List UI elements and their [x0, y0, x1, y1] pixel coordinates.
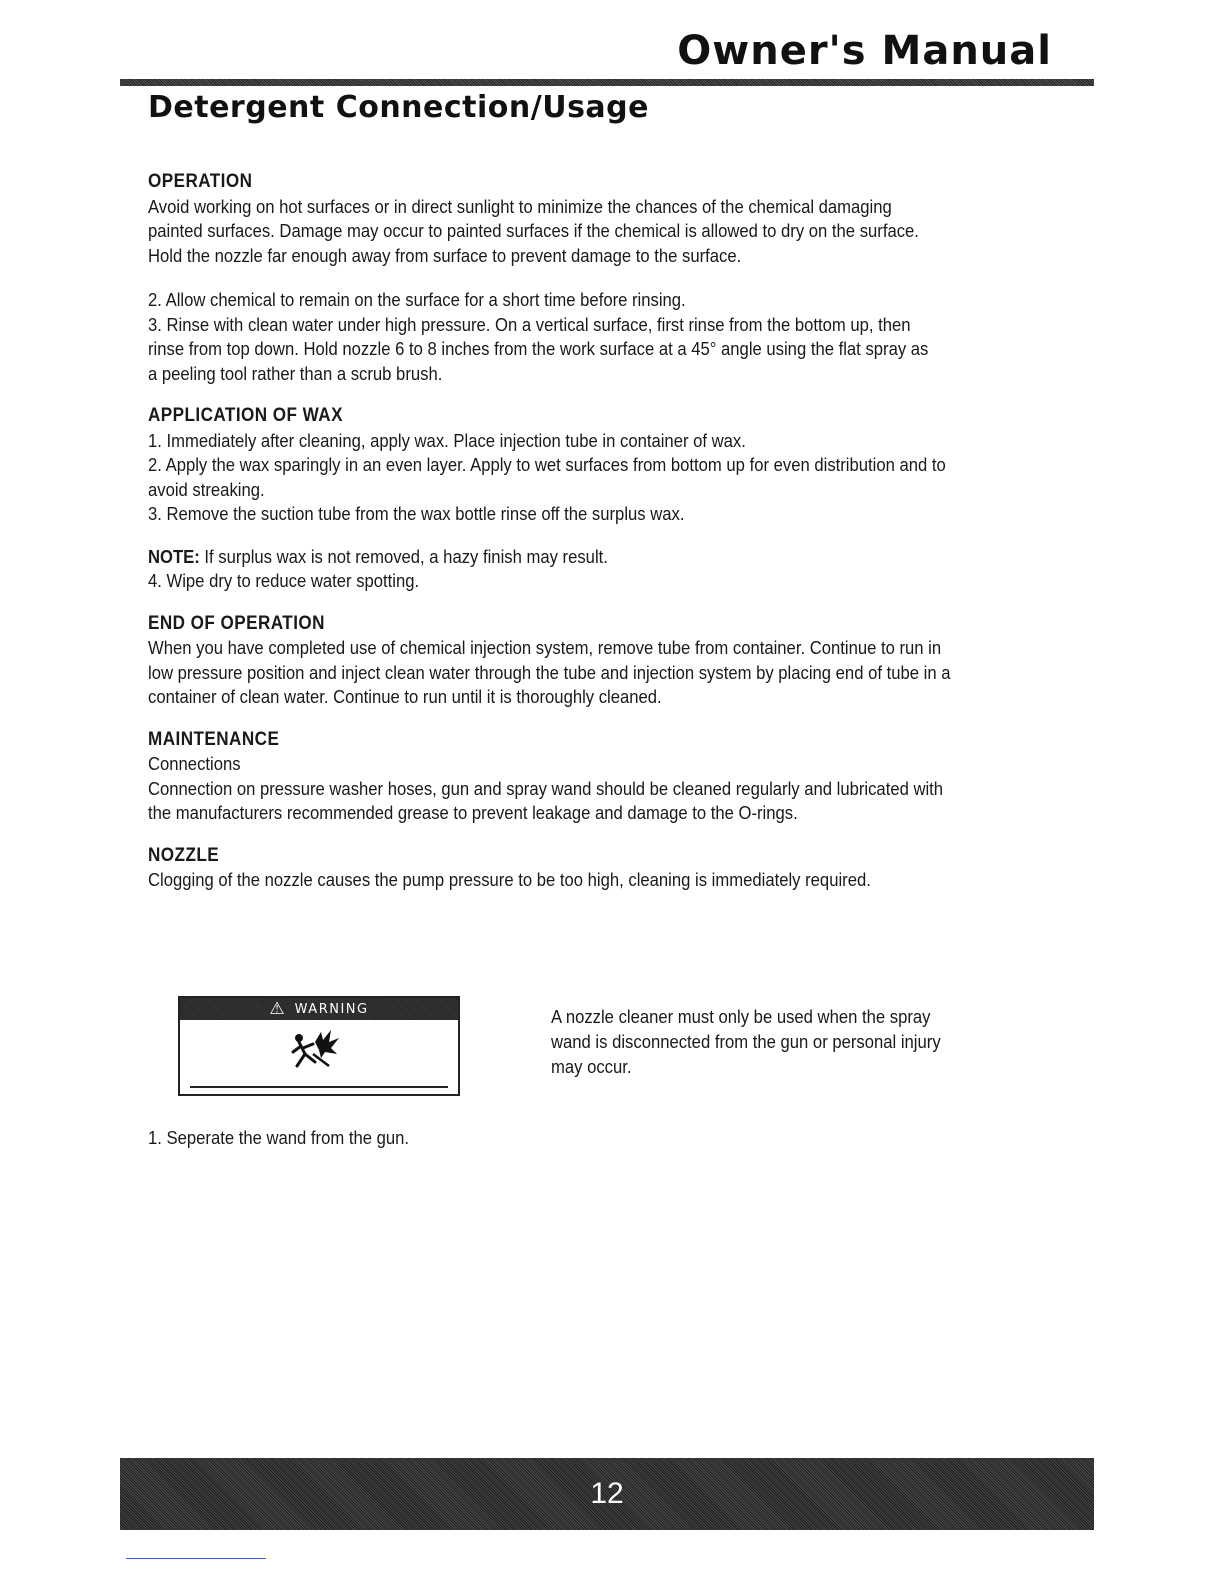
warning-triangle-icon: ⚠	[269, 999, 285, 1018]
operation-step-line: a peeling tool rather than a scrub brush.	[148, 362, 443, 384]
warning-underline	[190, 1086, 448, 1088]
operation-step-line: 2. Allow chemical to remain on the surface for a short time before rinsing.	[148, 289, 686, 310]
note-text: If surplus wax is not removed, a hazy finish may result.	[199, 545, 608, 567]
nozzle-heading: NOZZLE	[148, 844, 220, 866]
warning-text-line: may occur.	[551, 1056, 632, 1077]
separate-wand-step: 1. Seperate the wand from the gun.	[148, 1127, 410, 1148]
operation-intro-line: painted surfaces. Damage may occur to painted surfaces if the chemical is allowed to dry on the surface.	[148, 220, 919, 241]
header-rule	[120, 79, 1094, 86]
maintenance-line: the manufacturers recommended grease to prevent leakage and damage to the O-rings.	[148, 802, 798, 823]
wax-line: 3. Remove the suction tube from the wax bottle rinse off the surplus wax.	[148, 503, 685, 524]
wax-line: 1. Immediately after cleaning, apply wax. Place injection tube in container of wax.	[148, 429, 746, 451]
injection-injury-icon	[285, 1028, 345, 1073]
maintenance-line: Connection on pressure washer hoses, gun and spray wand should be cleaned regularly and lubricated with	[148, 777, 944, 799]
page-number: 12	[590, 1477, 624, 1510]
warning-banner	[180, 998, 458, 1020]
operation-intro-line: Hold the nozzle far enough away from surface to prevent damage to the surface.	[148, 244, 742, 266]
section-title: Detergent Connection/Usage	[148, 90, 649, 125]
warning-text-line: wand is disconnected from the gun or personal injury	[551, 1031, 941, 1052]
operation-heading: OPERATION	[148, 171, 253, 192]
footer-link-line	[126, 1558, 266, 1559]
operation-step-line: 3. Rinse with clean water under high pressure. On a vertical surface, first rinse from the bottom up, then	[148, 313, 911, 335]
note-label: NOTE:	[148, 545, 200, 567]
warning-label-box	[178, 996, 460, 1096]
wax-line: 2. Apply the wax sparingly in an even layer. Apply to wet surfaces from bottom up for even distribution and to	[148, 454, 946, 475]
operation-intro-line: Avoid working on hot surfaces or in direct sunlight to minimize the chances of the chemical damaging	[148, 195, 892, 217]
wax-note	[148, 545, 1088, 570]
warning-label: WARNING	[294, 1001, 369, 1017]
warning-text-line: A nozzle cleaner must only be used when the spray	[551, 1006, 931, 1027]
end-of-operation-line: When you have completed use of chemical injection system, remove tube from container. Continue to run in	[148, 637, 942, 658]
warning-text	[551, 1004, 1019, 1079]
nozzle-text: Clogging of the nozzle causes the pump pressure to be too high, cleaning is immediately required.	[148, 869, 871, 890]
end-of-operation-line: container of clean water. Continue to run until it is thoroughly cleaned.	[148, 686, 662, 707]
operation-step-line: rinse from top down. Hold nozzle 6 to 8 inches from the work surface at a 45° angle using the flat spray as	[148, 338, 929, 359]
content-body	[148, 170, 1088, 893]
wax-line: avoid streaking.	[148, 478, 265, 500]
end-of-operation-heading: END OF OPERATION	[148, 612, 325, 634]
wax-heading: APPLICATION OF WAX	[148, 405, 343, 426]
end-of-operation-line: low pressure position and inject clean water through the tube and injection system by placing end of tube in a	[148, 661, 951, 683]
footer-bar	[120, 1458, 1094, 1530]
maintenance-heading: MAINTENANCE	[148, 728, 280, 750]
header-title: Owner's Manual	[677, 28, 1052, 74]
maintenance-subheading: Connections	[148, 753, 241, 774]
wax-step4: 4. Wipe dry to reduce water spotting.	[148, 570, 420, 591]
